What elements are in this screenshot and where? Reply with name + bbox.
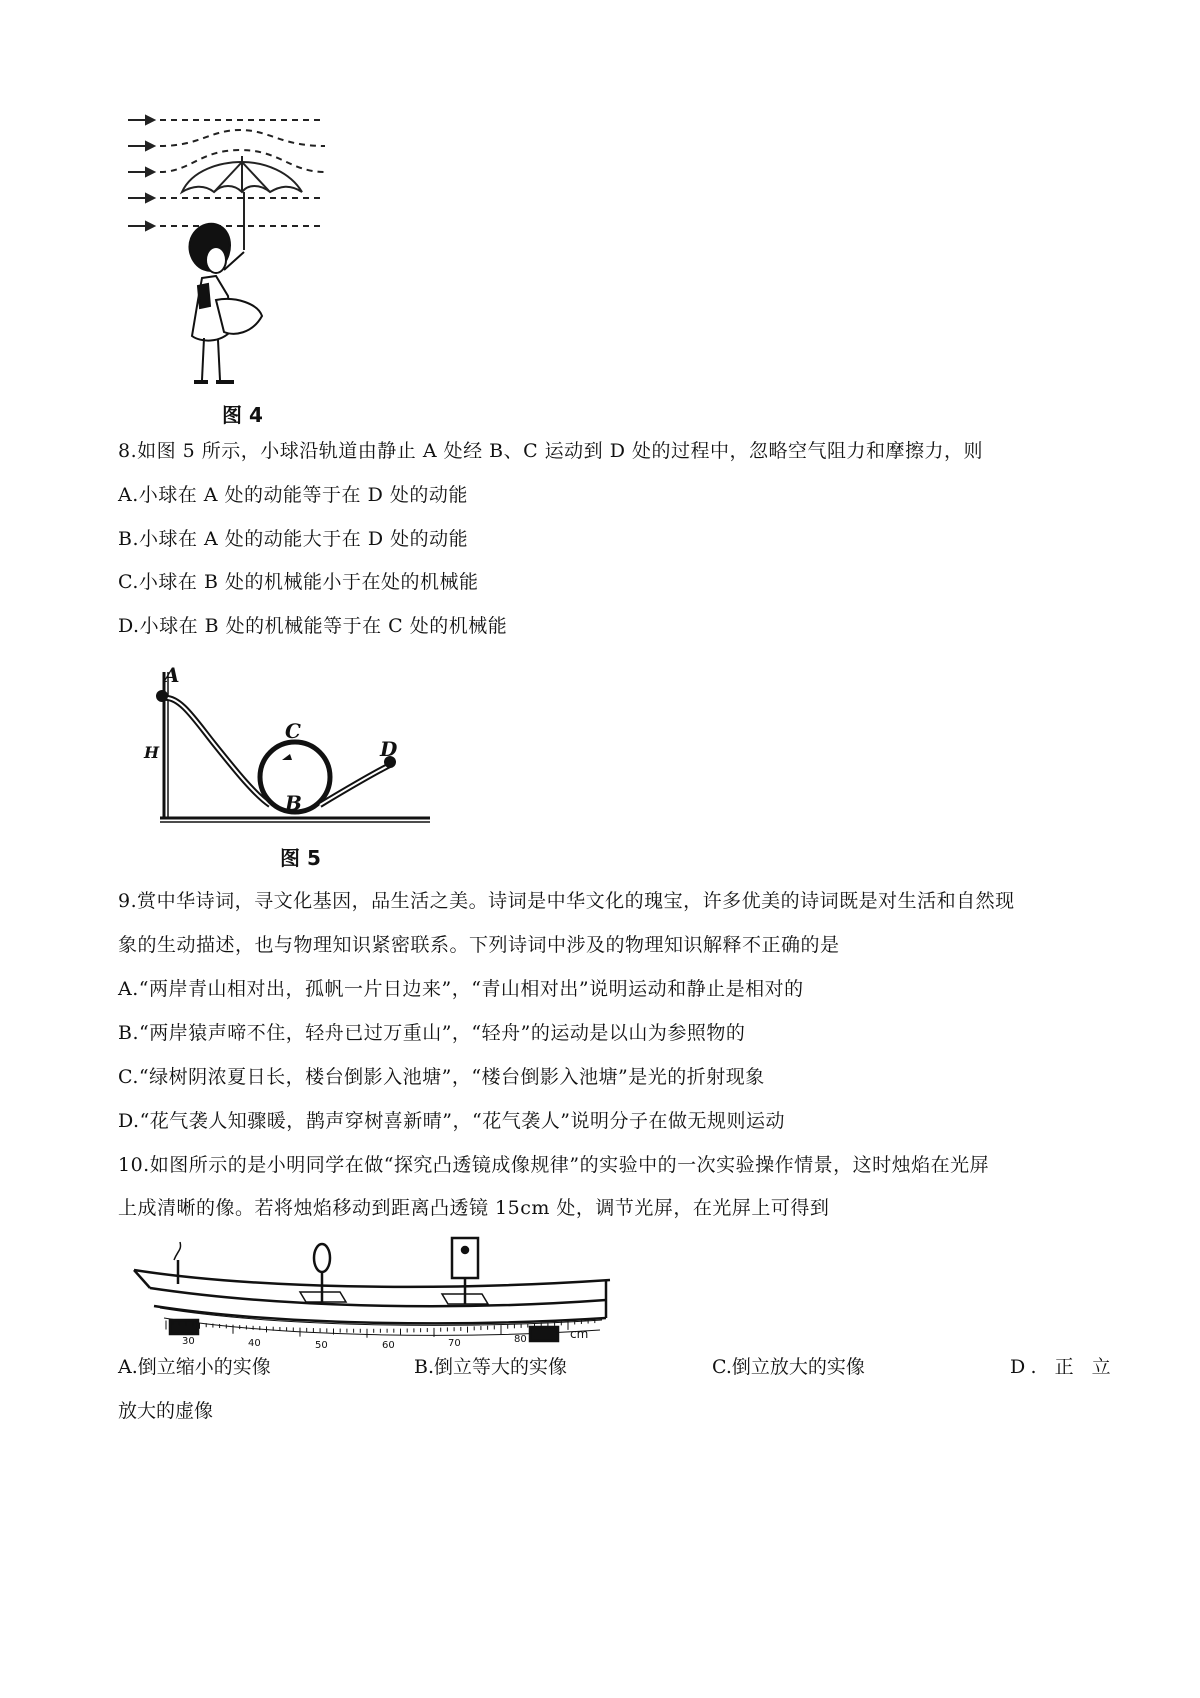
q8-option-c: C.小球在 B 处的机械能小于在处的机械能: [118, 571, 479, 593]
q10-option-a: A.倒立缩小的实像: [118, 1356, 271, 1378]
q10-option-c: C.倒立放大的实像: [712, 1356, 865, 1378]
label-a: A: [164, 663, 180, 687]
q10-option-d: D. 正 立: [1010, 1356, 1117, 1378]
q10-option-b: B.倒立等大的实像: [414, 1356, 568, 1378]
label-d: D: [380, 737, 398, 761]
label-h: H: [144, 743, 160, 762]
ball-at-a: [156, 690, 168, 702]
bench-tick-30: 30: [182, 1336, 195, 1347]
bench-tick-40: 40: [248, 1338, 261, 1349]
figure-4-umbrella-wind: [120, 100, 350, 400]
question-9-stem-line-1: 9.赏中华诗词，寻文化基因，品生活之美。诗词是中华文化的瑰宝，许多优美的诗词既是对生活和自然现: [118, 890, 1015, 912]
q9-option-d: D.“花气袭人知骤暖，鹊声穿树喜新晴”，“花气袭人”说明分子在做无规则运动: [118, 1110, 785, 1132]
q8-option-d: D.小球在 B 处的机械能等于在 C 处的机械能: [118, 615, 508, 637]
q9-option-a: A.“两岸青山相对出，孤帆一片日边来”，“青山相对出”说明运动和静止是相对的: [118, 978, 804, 1000]
figure-4-caption: 图 4: [222, 403, 263, 427]
figure-5-caption: 图 5: [280, 846, 321, 870]
bench-tick-70: 70: [448, 1338, 461, 1349]
question-10-stem-line-1: 10.如图所示的是小明同学在做“探究凸透镜成像规律”的实验中的一次实验操作情景，这时烛焰在光屏: [118, 1154, 990, 1176]
bench-tick-80: 80: [514, 1334, 527, 1345]
q8-option-b: B.小球在 A 处的动能大于在 D 处的动能: [118, 528, 469, 550]
label-b: B: [285, 791, 302, 815]
q8-option-a: A.小球在 A 处的动能等于在 D 处的动能: [118, 484, 468, 506]
bench-unit-label: cm: [570, 1327, 589, 1341]
q9-option-c: C.“绿树阴浓夏日长，楼台倒影入池塘”，“楼台倒影入池塘”是光的折射现象: [118, 1066, 765, 1088]
question-10-stem-line-2: 上成清晰的像。若将烛焰移动到距离凸透镜 15cm 处，调节光屏，在光屏上可得到: [118, 1197, 830, 1219]
bench-tick-60: 60: [382, 1340, 395, 1351]
question-8-stem: 8.如图 5 所示，小球沿轨道由静止 A 处经 B、C 运动到 D 处的过程中，忽略空气阻力和摩擦力，则: [118, 440, 983, 462]
bench-tick-50: 50: [315, 1340, 328, 1351]
figure-5-loop-track: [140, 660, 440, 840]
figure-optical-bench: [130, 1232, 615, 1352]
q10-option-d-continued: 放大的虚像: [118, 1400, 214, 1422]
label-c: C: [285, 719, 301, 743]
question-9-stem-line-2: 象的生动描述，也与物理知识紧密联系。下列诗词中涉及的物理知识解释不正确的是: [118, 934, 840, 956]
q9-option-b: B.“两岸猿声啼不住，轻舟已过万重山”，“轻舟”的运动是以山为参照物的: [118, 1022, 746, 1044]
